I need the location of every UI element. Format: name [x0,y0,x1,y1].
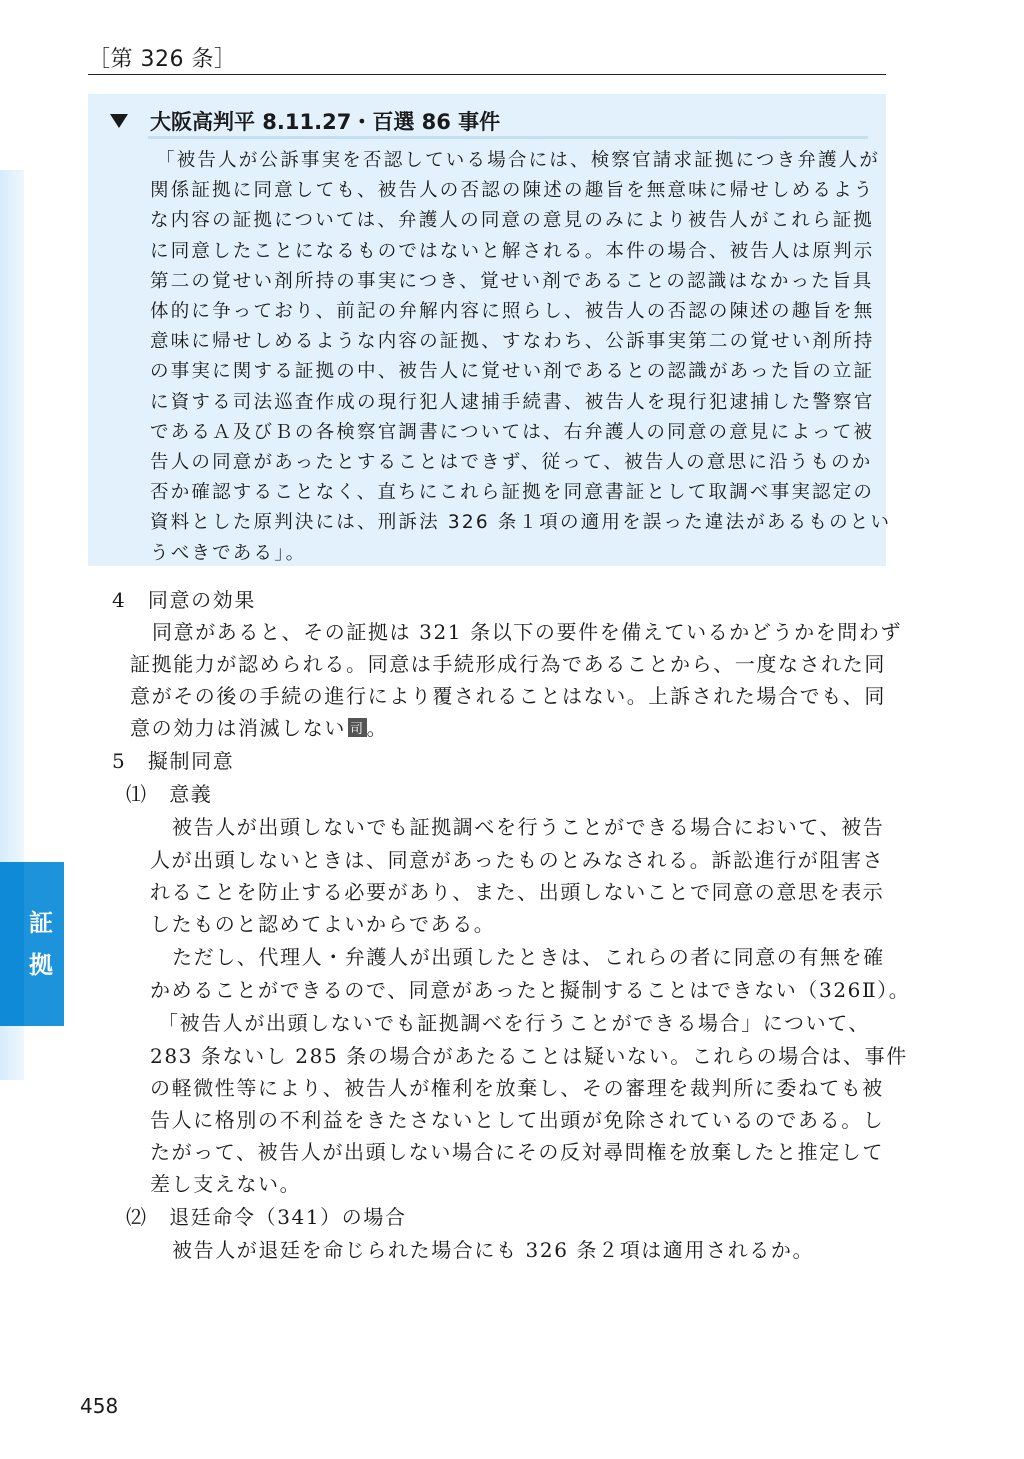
paragraph-line: ただし、代理人・弁護人が出頭したときは、これらの者に同意の有無を確 [172,945,885,969]
paragraph-line-last: 意の効力は消滅しない 司 。 [130,716,389,740]
paragraph-line: したものと認めてよいからである。 [150,912,496,936]
case-quote-line: な内容の証拠については、弁護人の同意の意見のみにより被告人がこれら証拠 [150,210,875,232]
paragraph-line: 告人に格別の不利益をきたさないとして出頭が免除されているのである。し [150,1108,885,1132]
paragraph-line: 同意があると、その証拠は 321 条以下の要件を備えているかどうかを問わず [152,620,903,644]
article-header: ［第 326 条］ [88,47,237,72]
paragraph-line-text: 意の効力は消滅しない [130,716,346,740]
paragraph-line: 283 条ないし 285 条の場合があたることは疑いない。これらの場合は、事件 [150,1044,908,1068]
case-quote [150,146,892,569]
case-quote-line: 資料とした原判決には、刑訴法 326 条１項の適用を誤った違法があるものとい [150,512,892,534]
paragraph-line: 証拠能力が認められる。同意は手続形成行為であることから、一度なされた同 [130,652,886,676]
subsection-heading: ⑵ 退廷命令（341）の場合 [126,1205,407,1229]
chapter-tab-char: 証 [29,909,53,937]
case-quote-line: の事実に関する証拠の中、被告人に覚せい剤であるとの認識があった旨の立証 [150,361,875,383]
subsection-heading: ⑴ 意義 [126,782,213,806]
case-title-rule [148,136,868,139]
case-quote-line: 意味に帰せしめるような内容の証拠、すなわち、公訴事実第二の覚せい剤所持 [150,331,875,353]
header-rule [88,74,886,75]
case-quote-line: 否か確認することなく、直ちにこれら証拠を同意書証として取調べ事実認定の [150,482,875,504]
triangle-down-icon [110,114,128,128]
case-quote-line: に同意したことになるものではないと解される。本件の場合、被告人は原判示 [150,240,875,262]
page-number: 458 [80,1394,119,1418]
section-heading: 5 擬制同意 [112,749,235,773]
paragraph-line: 「被告人が出頭しないでも証拠調べを行うことができる場合」について、 [158,1011,870,1035]
case-quote-line: 体的に争っており、前記の弁解内容に照らし、被告人の否認の陳述の趣旨を無 [150,301,875,323]
paragraph-line: 被告人が退廷を命じられた場合にも 326 条２項は適用されるか。 [172,1238,815,1262]
paragraph-line: 人が出頭しないときは、同意があったものとみなされる。訴訟進行が阻害さ [150,848,885,872]
paragraph-line: かめることができるので、同意があったと擬制することはできない（326Ⅱ）。 [150,978,911,1002]
paragraph-line: れることを防止する必要があり、また、出頭しないことで同意の意思を表示 [150,880,885,904]
section-heading: 4 同意の効果 [112,588,256,612]
paragraph-line: 被告人が出頭しないでも証拠調べを行うことができる場合において、被告 [172,815,885,839]
chapter-tab-char: 拠 [29,951,53,979]
case-box [88,94,892,566]
case-quote-line: であるＡ及びＢの各検察官調書については、右弁護人の同意の意見によって被 [150,421,875,443]
case-quote-line: 告人の同意があったとすることはできず、従って、被告人の意思に沿うものか [150,452,873,474]
reference-icon: 司 [348,718,367,737]
case-title [110,106,500,136]
case-quote-line: に資する司法巡査作成の現行犯人逮捕手続書、被告人を現行犯逮捕した警察官 [150,391,875,413]
paragraph-line: の軽微性等により、被告人が権利を放棄し、その審理を裁判所に委ねても被 [150,1076,884,1100]
chapter-tab [0,862,64,1026]
paragraph-line: たがって、被告人が出頭しない場合にその反対尋問権を放棄したと推定して [150,1140,884,1164]
case-quote-line: 第二の覚せい剤所持の事実につき、覚せい剤であることの認識はなかった旨具 [150,270,874,292]
case-quote-line: 関係証拠に同意しても、被告人の否認の陳述の趣旨を無意味に帰せしめるよう [150,180,875,202]
paragraph-line: 意がその後の手続の進行により覆されることはない。上訴された場合でも、同 [130,684,886,708]
case-quote-line: うべきである」。 [150,542,307,564]
case-quote-line: 「被告人が公訴事実を否認している場合には、検察官請求証拠につき弁護人が [156,150,881,171]
paragraph-line: 差し支えない。 [150,1172,302,1196]
case-title-text: 大阪高判平 8.11.27・百選 86 事件 [150,110,501,134]
